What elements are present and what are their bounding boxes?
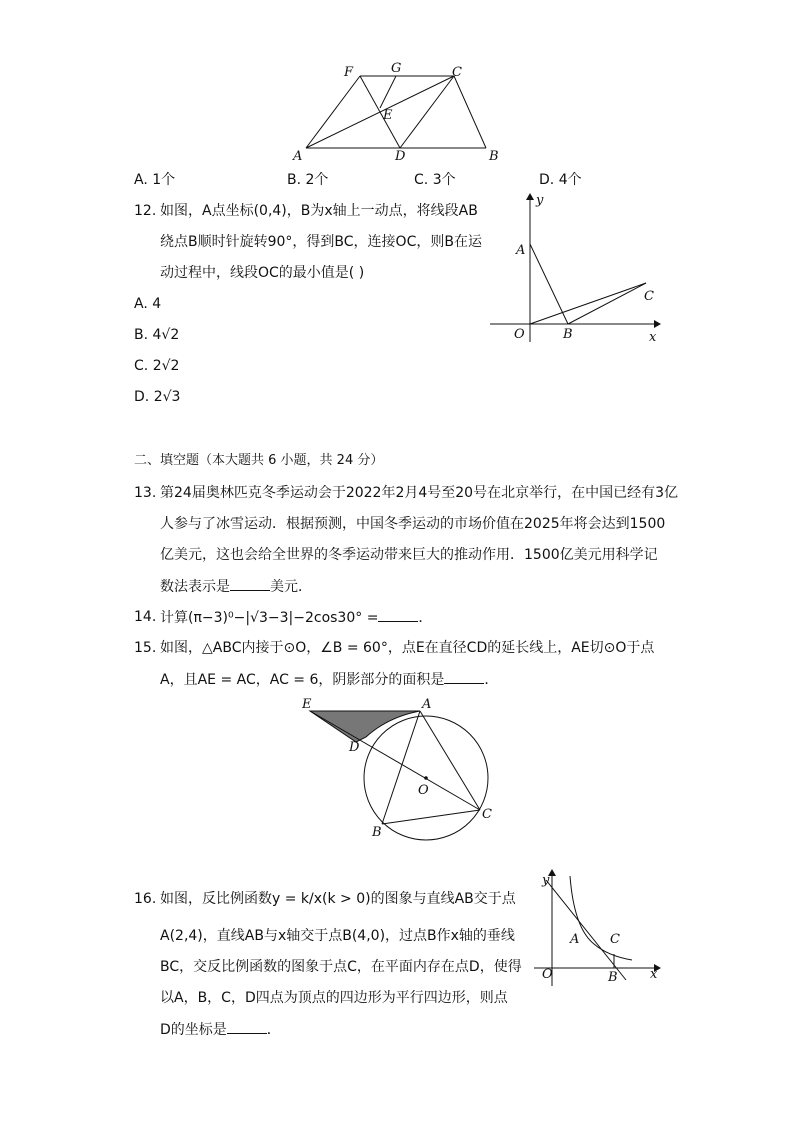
answer-blank[interactable] [444,669,484,684]
fig11-label-f: F [344,65,354,80]
q11-option-c[interactable] [414,170,456,190]
q16-fig-label-x: x [650,967,658,982]
q11-option-d[interactable] [539,170,582,190]
q12-fig-label-a: A [516,243,526,258]
q16-fig-label-a: A [570,932,580,947]
q12-line-3: 动过程中，线段OC的最小值是( ) [160,265,365,281]
option-letter: D. [539,172,555,188]
q12-fig-label-o: O [514,327,525,342]
q15-fig-label-e: E [302,697,312,712]
answer-blank[interactable] [227,1019,267,1034]
option-letter: C. [414,172,429,188]
q16-line-4: 以A，B，C，D四点为顶点的四边形为平行四边形，则点 [160,990,508,1006]
option-text: 2个 [305,172,329,188]
q13-tail: 美元． [270,579,312,595]
q12-figure [486,190,666,350]
fig11-label-b: B [489,149,499,164]
q16-fig-label-y: y [542,873,550,888]
q14-number: 14. [134,609,157,625]
option-text: 2√3 [153,389,181,405]
fig11-label-c: C [452,65,462,80]
q13-line-4 [160,576,312,597]
option-text: 4 [152,296,162,312]
option-letter: A. [134,296,148,312]
option-letter: B. [134,327,149,343]
fig11-label-a: A [293,149,303,164]
option-text: 4√2 [152,327,180,343]
q11-option-b[interactable] [287,170,328,190]
q16-line-2: A(2,4)，直线AB与x轴交于点B(4,0)，过点B作x轴的垂线 [160,928,515,944]
q13-line-2: 人参与了冰雪运动．根据预测，中国冬季运动的市场价值在2025年将会达到1500 [160,516,666,532]
fig11-label-e: E [383,108,393,123]
q16-line-1: 如图，反比例函数y = k/x(k > 0)的图象与直线AB交于点 [160,891,516,907]
q12-line-1: 如图，A点坐标(0,4)，B为x轴上一动点，将线段AB [160,203,478,219]
q16-tail: ． [266,1022,281,1038]
q16-fig-label-b: B [608,970,618,985]
option-text: 4个 [558,172,582,188]
q13-line-3: 亿美元，这也会给全世界的冬季运动带来巨大的推动作用．1500亿美元用科学记 [160,547,658,563]
section-2-title: 二、填空题（本大题共 6 小题，共 24 分） [134,453,384,468]
option-text: 2√2 [152,358,180,374]
q14-tail: ． [418,610,433,626]
q13-line-1: 第24届奥林匹克冬季运动会于2022年2月4号至20号在北京举行，在中国已经有3亿 [160,485,678,501]
option-text: 3个 [432,172,456,188]
q12-option-a[interactable] [134,294,161,314]
option-letter: D. [134,389,150,405]
q11-figure [290,58,510,166]
q12-option-c[interactable] [134,356,179,376]
q15-line-1: 如图，△ABC内接于⊙O，∠B = 60°，点E在直径CD的延长线上，AE切⊙O于点 [160,640,655,656]
q15-line-2 [160,669,498,690]
q12-option-d[interactable] [134,387,180,407]
q14-text: 计算(π−3)⁰−|√3−3|−2cos30° = [160,610,379,626]
q12-option-b[interactable] [134,325,179,345]
q12-fig-label-b: B [563,327,573,342]
option-letter: B. [287,172,302,188]
fig11-label-d: D [395,149,406,164]
q15-fig-label-a: A [422,697,432,712]
q12-line-2: 绕点B顺时针旋转90°，得到BC，连接OC，则B在运 [160,234,482,250]
q16-figure [530,868,665,988]
q14-line [160,607,432,628]
q15-fig-label-o: O [418,783,429,798]
q15-fig-label-c: C [482,807,492,822]
q12-fig-label-x: x [649,330,657,345]
q16-line-5-text: D的坐标是 [160,1022,227,1038]
q16-line-3: BC，交反比例函数的图象于点C，在平面内存在点D，使得 [160,959,522,975]
q12-number: 12. [134,203,157,219]
option-letter: C. [134,358,149,374]
option-text: 1个 [152,172,176,188]
answer-blank[interactable] [378,607,418,622]
q16-fig-label-o: O [542,967,553,982]
q15-fig-label-b: B [372,825,382,840]
q13-number: 13. [134,485,157,501]
q13-line-4-text: 数法表示是 [160,579,230,595]
fig11-label-g: G [391,61,402,76]
q12-fig-label-y: y [536,193,544,208]
answer-blank[interactable] [230,576,270,591]
q15-line-2-text: A，且AE = AC，AC = 6，阴影部分的面积是 [160,672,445,688]
q15-fig-label-d: D [349,740,360,755]
q15-figure [296,692,506,842]
q15-number: 15. [134,640,157,656]
q16-number: 16. [134,891,157,907]
q16-fig-label-c: C [610,932,620,947]
q12-fig-label-c: C [644,289,654,304]
q16-line-5 [160,1019,281,1040]
option-letter: A. [134,172,148,188]
q11-option-a[interactable] [134,170,175,190]
q15-tail: ． [484,672,499,688]
